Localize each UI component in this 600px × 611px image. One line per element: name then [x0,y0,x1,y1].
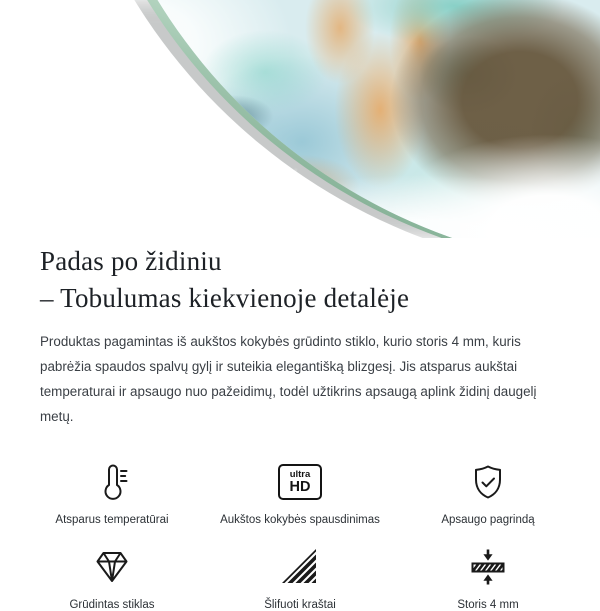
feature-label: Apsaugo pagrindą [441,514,535,526]
feature-label: Šlifuoti kraštai [264,599,336,611]
feature-item-tempered-glass [18,544,206,611]
feature-item-print-quality [206,459,394,526]
feature-label: Grūdintas stiklas [69,599,155,611]
feature-label: Atsparus temperatūrai [55,514,169,526]
feature-grid [18,459,582,611]
shield-check-icon [468,459,508,505]
ultra-hd-badge-top-text: ultra [289,468,311,480]
page-title-line2: – Tobulumas kiekvienoje detalėje [40,283,410,313]
feature-item-thickness [394,544,582,611]
glass-disc-marble-print [0,0,600,238]
page-title [40,243,572,317]
feature-item-protects-base [394,459,582,526]
diamond-icon [92,544,132,590]
product-description-section [0,243,600,429]
feature-label: Storis 4 mm [457,599,519,611]
ultra-hd-badge-bottom-text: HD [289,479,311,495]
thermometer-icon [92,459,132,505]
feature-label: Aukštos kokybės spausdinimas [220,514,380,526]
product-photo [0,0,600,238]
product-description-text: Produktas pagamintas iš aukštos kokybės grūdinto stiklo, kurio storis 4 mm, kuris pabrėžia spaudos spalvų gylį ir suteikia elegantišką blizgesį. Jis atsparus aukštai temperaturai ir apsaugo nuo pažeidimų, todėl užtikrins apsaugą aplink židinį daugelį metų. [40,334,537,424]
feature-item-temperature [18,459,206,526]
polished-edges-icon [280,544,320,590]
ultra-hd-badge-icon [278,459,322,505]
page-title-line1: Padas po židiniu [40,246,222,276]
feature-item-polished-edges [206,544,394,611]
thickness-icon [468,544,508,590]
